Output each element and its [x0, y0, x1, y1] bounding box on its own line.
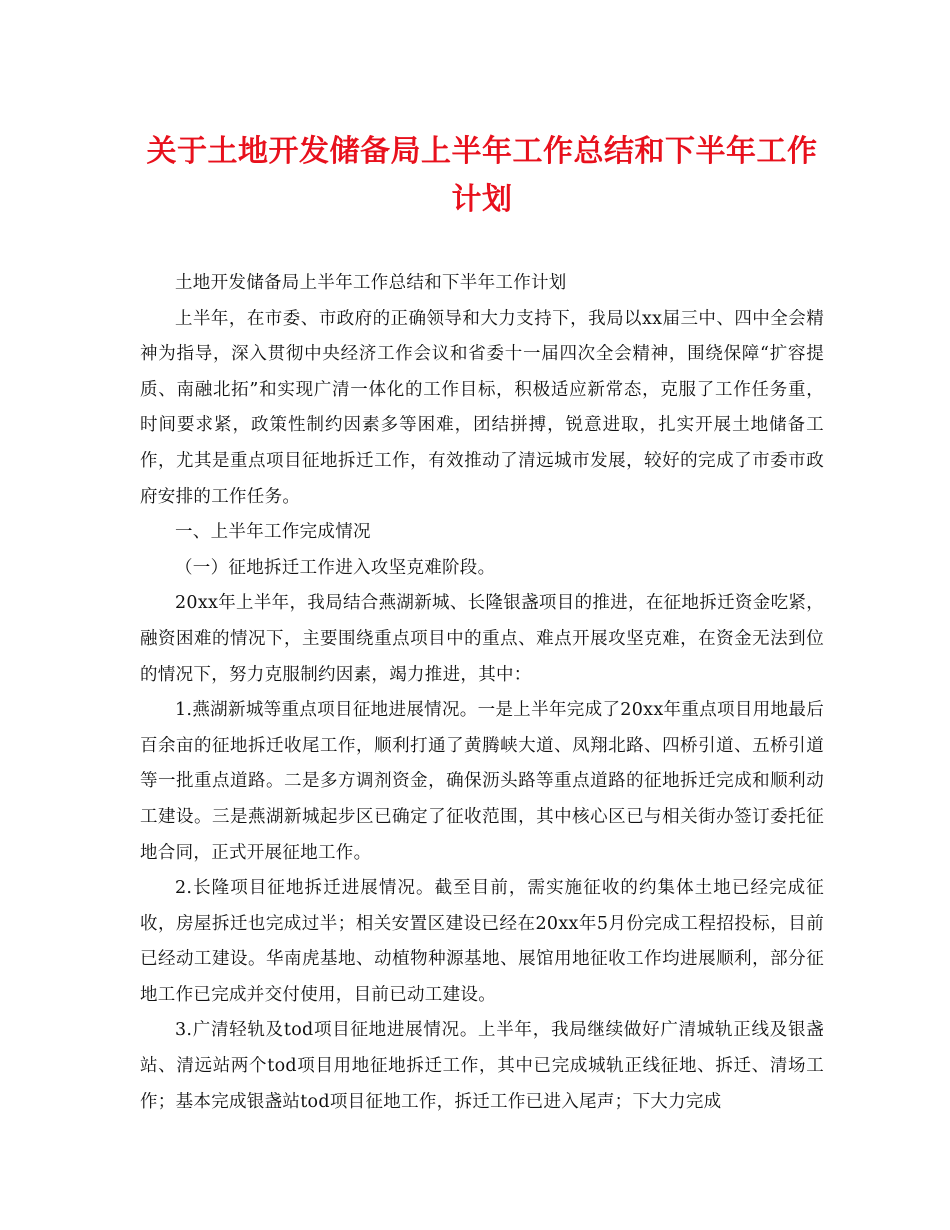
document-body [140, 266, 824, 1120]
subtitle-paragraph: 土地开发储备局上半年工作总结和下半年工作计划 [175, 273, 567, 293]
section-heading: 一、上半年工作完成情况 [175, 522, 371, 543]
list-item-paragraph: 1.燕湖新城等重点项目征地进展情况。一是上半年完成了20xx年重点项目用地最后百余亩的征地拆迁收尾工作，顺利打通了黄腾峡大道、凤翔北路、四桥引道、五桥引道等一批重点道路。二是多方调剂资金，确保沥头路等重点道路的征地拆迁完成和顺利动工建设。三是燕湖新城起步区已确定了征收范围，其中核心区已与相关街办签订委托征地合同，正式开展征地工作。 [140, 700, 824, 863]
intro-paragraph: 上半年，在市委、市政府的正确领导和大力支持下，我局以xx届三中、四中全会精神为指导，深入贯彻中央经济工作会议和省委十一届四次全会精神，围绕保障“扩容提质、南融北拓”和实现广清一体化的工作目标，积极适应新常态，克服了工作任务重，时间要求紧，政策性制约因素多等困难，团结拼搏，锐意进取，扎实开展土地储备工作，尤其是重点项目征地拆迁工作，有效推动了清远城市发展，较好的完成了市委市政府安排的工作任务。 [140, 308, 824, 507]
list-item-paragraph: 2.长隆项目征地拆迁进展情况。截至目前，需实施征收的约集体土地已经完成征收，房屋拆迁也完成过半；相关安置区建设已经在20xx年5月份完成工程招投标，目前已经动工建设。华南虎基地、动植物种源基地、展馆用地征收工作均进展顺利，部分征地工作已完成并交付使用，目前已动工建设。 [140, 878, 824, 1005]
body-paragraph: 20xx年上半年，我局结合燕湖新城、长隆银盏项目的推进，在征地拆迁资金吃紧，融资困难的情况下，主要围绕重点项目中的重点、难点开展攻坚克难，在资金无法到位的情况下，努力克服制约因素，竭力推进，其中： [140, 593, 824, 685]
list-item-paragraph: 3.广清轻轨及tod项目征地进展情况。上半年，我局继续做好广清城轨正线及银盏站、清远站两个tod项目用地征地拆迁工作，其中已完成城轨正线征地、拆迁、清场工作；基本完成银盏站tod项目征地工作，拆迁工作已进入尾声；下大力完成 [140, 1020, 824, 1112]
subsection-heading: （一）征地拆迁工作进入攻坚克难阶段。 [175, 557, 496, 578]
document-title: 关于土地开发储备局上半年工作总结和下半年工作计划 [146, 134, 818, 217]
